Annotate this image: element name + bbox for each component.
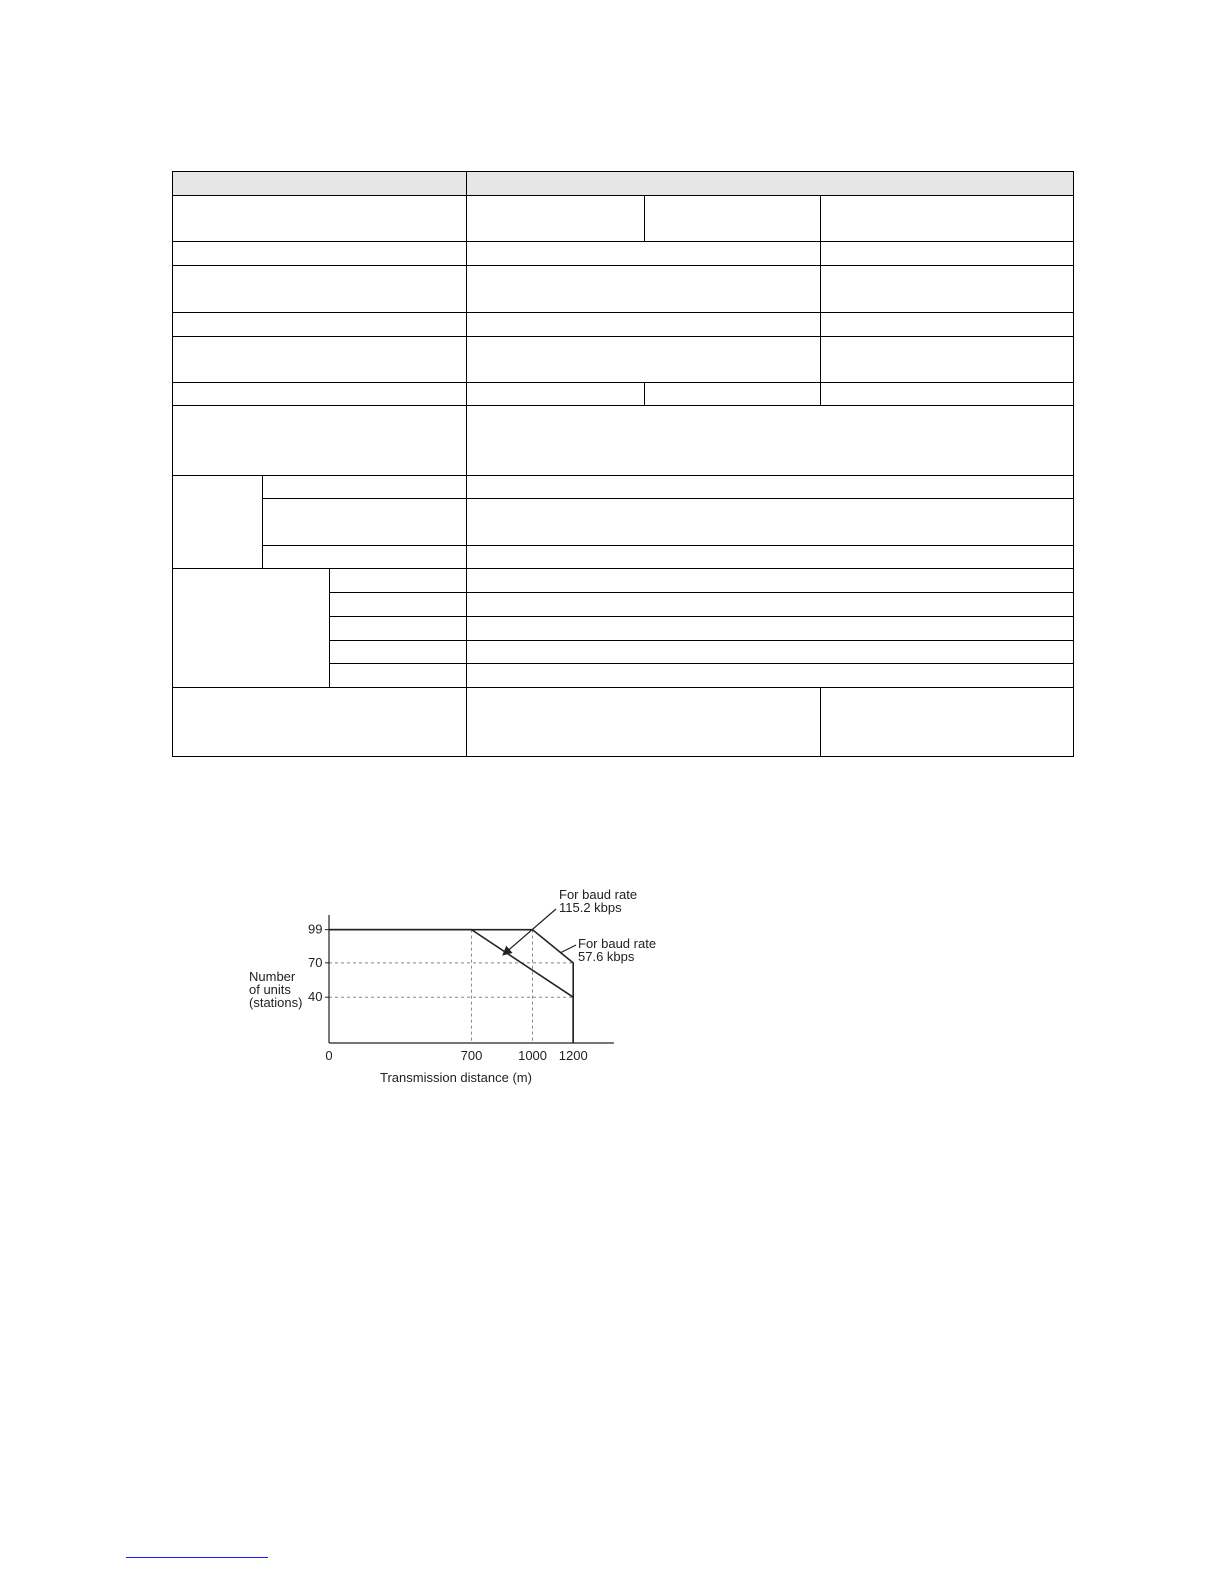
annotation-57-line-2: 57.6 kbps: [578, 949, 635, 964]
x-tick-label: 1000: [518, 1048, 548, 1063]
table-rule: [329, 592, 1074, 593]
y-axis-label-line-1: Number: [249, 969, 296, 984]
series-line-57-6-kbps: [329, 930, 573, 1043]
table-col-rule: [329, 568, 330, 688]
y-axis-label-line-2: of units: [249, 982, 291, 997]
table-col-rule: [820, 336, 821, 406]
annotation-57-pointer: [560, 945, 576, 953]
table-rule: [172, 265, 1074, 266]
table-border-left: [172, 171, 173, 757]
plot-area: [308, 915, 614, 1063]
table-col-rule: [262, 475, 263, 569]
table-border-right: [1073, 171, 1074, 757]
table-rule: [262, 498, 1074, 499]
table-col-rule: [644, 382, 645, 406]
annotation-115-arrow: [504, 909, 556, 954]
table-rule: [172, 336, 1074, 337]
x-tick-label: 700: [460, 1048, 483, 1063]
series-line-115-2-kbps: [329, 930, 573, 1043]
annotation-115-line-1: For baud rate: [559, 887, 638, 902]
y-tick-label: 70: [308, 954, 323, 970]
x-tick-label: 0: [325, 1048, 333, 1063]
annotation-57-line-1: For baud rate: [578, 936, 657, 951]
table-col-rule: [644, 195, 645, 242]
footer-link-underline: [126, 1557, 268, 1558]
table-rule: [329, 640, 1074, 641]
table-rule: [172, 312, 1074, 313]
x-tick-label: 1200: [558, 1048, 588, 1063]
table-rule: [172, 195, 1074, 196]
y-tick-label: 40: [308, 989, 323, 1005]
table-border-bottom: [172, 756, 1074, 757]
units-vs-distance-chart: [236, 882, 676, 1102]
table-rule: [329, 663, 1074, 664]
table-header-row: [173, 172, 1073, 195]
x-axis-label: Transmission distance (m): [380, 1070, 532, 1085]
y-axis-label-line-3: (stations): [249, 995, 303, 1010]
annotation-115-line-2: 115.2 kbps: [559, 900, 622, 915]
table-rule: [172, 382, 1074, 383]
table-rule: [262, 545, 1074, 546]
y-tick-label: 99: [308, 921, 323, 937]
table-rule: [172, 687, 1074, 688]
table-col-rule: [466, 171, 467, 757]
table-rule: [172, 475, 1074, 476]
table-col-rule: [820, 687, 821, 757]
table-rule: [172, 568, 1074, 569]
table-rule: [329, 616, 1074, 617]
table-rule: [172, 405, 1074, 406]
table-rule: [172, 241, 1074, 242]
table-border-top: [172, 171, 1074, 172]
table-col-rule: [820, 195, 821, 336]
